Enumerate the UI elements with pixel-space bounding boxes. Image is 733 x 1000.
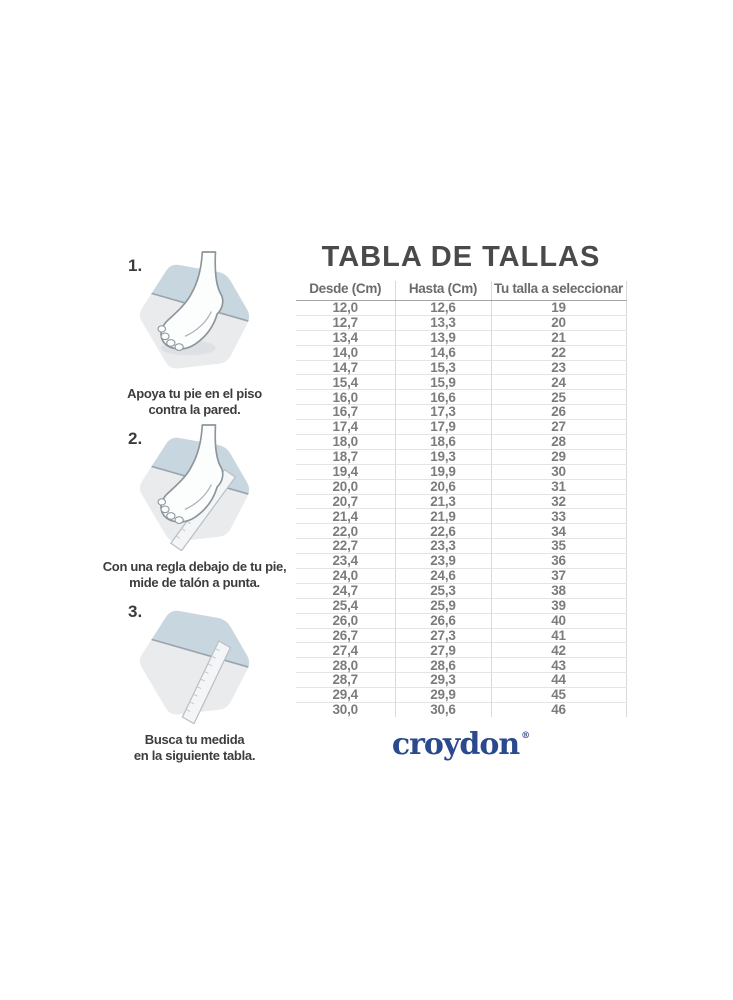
column-header-talla: Tu talla a seleccionar xyxy=(491,281,626,301)
step-2-number: 2. xyxy=(128,429,143,448)
table-cell: 40 xyxy=(491,613,626,628)
table-cell: 28,0 xyxy=(296,658,395,673)
table-row xyxy=(296,360,626,375)
table-row xyxy=(296,464,626,479)
table-row xyxy=(296,330,626,345)
table-cell: 19,4 xyxy=(296,464,395,479)
table-cell: 21 xyxy=(491,330,626,345)
table-row xyxy=(296,658,626,673)
table-row xyxy=(296,569,626,584)
table-row xyxy=(296,390,626,405)
table-cell: 22,0 xyxy=(296,524,395,539)
table-row xyxy=(296,301,626,316)
step-1-caption: Apoya tu pie en el piso contra la pared. xyxy=(127,386,262,417)
table-cell: 22 xyxy=(491,345,626,360)
table-row xyxy=(296,703,626,717)
table-cell: 13,9 xyxy=(395,330,491,345)
table-cell: 13,3 xyxy=(395,315,491,330)
step-3 xyxy=(102,596,287,763)
table-cell: 22,7 xyxy=(296,539,395,554)
table-cell: 15,4 xyxy=(296,375,395,390)
table-cell: 18,6 xyxy=(395,435,491,450)
table-cell: 34 xyxy=(491,524,626,539)
table-cell: 28 xyxy=(491,435,626,450)
table-row xyxy=(296,643,626,658)
table-row xyxy=(296,613,626,628)
table-cell: 23,4 xyxy=(296,554,395,569)
table-cell: 36 xyxy=(491,554,626,569)
table-cell: 37 xyxy=(491,569,626,584)
table-row xyxy=(296,435,626,450)
step-2 xyxy=(102,423,287,590)
table-cell: 27,3 xyxy=(395,628,491,643)
table-row xyxy=(296,688,626,703)
step-1-number: 1. xyxy=(128,256,143,275)
table-cell: 16,0 xyxy=(296,390,395,405)
table-header-row xyxy=(296,281,626,301)
table-cell: 17,9 xyxy=(395,420,491,435)
table-cell: 15,3 xyxy=(395,360,491,375)
table-row xyxy=(296,509,626,524)
table-row xyxy=(296,449,626,464)
table-row xyxy=(296,345,626,360)
table-cell: 28,7 xyxy=(296,673,395,688)
table-cell: 38 xyxy=(491,583,626,598)
table-cell: 42 xyxy=(491,643,626,658)
brand-name: croydon xyxy=(391,727,520,762)
table-row xyxy=(296,420,626,435)
table-cell: 14,6 xyxy=(395,345,491,360)
table-row xyxy=(296,405,626,420)
foot-measuring-with-ruler-illustration xyxy=(132,423,256,551)
step-3-caption: Busca tu medida en la siguiente tabla. xyxy=(133,732,256,763)
table-cell: 29,9 xyxy=(395,688,491,703)
table-cell: 45 xyxy=(491,688,626,703)
table-row xyxy=(296,494,626,509)
table-row xyxy=(296,673,626,688)
table-cell: 26,7 xyxy=(296,628,395,643)
table-cell: 20 xyxy=(491,315,626,330)
table-cell: 17,4 xyxy=(296,420,395,435)
table-cell: 28,6 xyxy=(395,658,491,673)
brand-logo xyxy=(296,727,626,762)
table-cell: 25,3 xyxy=(395,583,491,598)
table-cell: 17,3 xyxy=(395,405,491,420)
table-cell: 20,0 xyxy=(296,479,395,494)
page-title: TABLA DE TALLAS xyxy=(321,241,601,273)
table-cell: 24,7 xyxy=(296,583,395,598)
table-cell: 12,6 xyxy=(395,301,491,316)
table-cell: 12,7 xyxy=(296,315,395,330)
table-cell: 39 xyxy=(491,598,626,613)
table-cell: 44 xyxy=(491,673,626,688)
table-cell: 32 xyxy=(491,494,626,509)
table-row xyxy=(296,375,626,390)
table-cell: 14,0 xyxy=(296,345,395,360)
column-header-desde: Desde (Cm) xyxy=(296,281,395,301)
table-cell: 30,6 xyxy=(395,703,491,717)
table-cell: 41 xyxy=(491,628,626,643)
step-2-caption: Con una regla debajo de tu pie, mide de talón a punta. xyxy=(102,559,287,590)
table-cell: 16,7 xyxy=(296,405,395,420)
table-cell: 29 xyxy=(491,449,626,464)
table-cell: 14,7 xyxy=(296,360,395,375)
table-cell: 22,6 xyxy=(395,524,491,539)
table-cell: 21,3 xyxy=(395,494,491,509)
table-cell: 26,6 xyxy=(395,613,491,628)
table-cell: 18,0 xyxy=(296,435,395,450)
step-1 xyxy=(102,250,287,417)
table-cell: 12,0 xyxy=(296,301,395,316)
table-cell: 19,9 xyxy=(395,464,491,479)
table-row xyxy=(296,554,626,569)
table-cell: 29,3 xyxy=(395,673,491,688)
table-cell: 30 xyxy=(491,464,626,479)
table-cell: 46 xyxy=(491,703,626,717)
table-cell: 23,9 xyxy=(395,554,491,569)
table-cell: 27 xyxy=(491,420,626,435)
step-3-number: 3. xyxy=(128,602,143,621)
table-cell: 24 xyxy=(491,375,626,390)
registered-trademark-icon: ® xyxy=(521,731,531,741)
table-cell: 26 xyxy=(491,405,626,420)
ruler-on-floor-illustration xyxy=(132,596,256,724)
table-cell: 23,3 xyxy=(395,539,491,554)
table-cell: 24,6 xyxy=(395,569,491,584)
table-cell: 29,4 xyxy=(296,688,395,703)
table-cell: 30,0 xyxy=(332,702,358,718)
table-cell: 16,6 xyxy=(395,390,491,405)
table-row xyxy=(296,524,626,539)
table-cell: 33 xyxy=(491,509,626,524)
table-row xyxy=(296,539,626,554)
table-cell: 18,7 xyxy=(296,449,395,464)
table-cell: 25 xyxy=(491,390,626,405)
table-cell: 27,9 xyxy=(395,643,491,658)
table-cell: 23 xyxy=(491,360,626,375)
table-row xyxy=(296,583,626,598)
table-cell: 13,4 xyxy=(296,330,395,345)
table-cell: 19 xyxy=(491,301,626,316)
table-row xyxy=(296,598,626,613)
table-row xyxy=(296,479,626,494)
foot-against-wall-illustration xyxy=(132,250,256,378)
table-cell: 21,9 xyxy=(395,509,491,524)
table-cell: 24,0 xyxy=(296,569,395,584)
table-cell: 31 xyxy=(491,479,626,494)
table-cell: 25,9 xyxy=(395,598,491,613)
size-table xyxy=(296,281,627,717)
table-cell: 35 xyxy=(491,539,626,554)
table-row xyxy=(296,315,626,330)
table-cell: 20,6 xyxy=(395,479,491,494)
table-cell: 21,4 xyxy=(296,509,395,524)
table-cell: 15,9 xyxy=(395,375,491,390)
table-cell: 20,7 xyxy=(296,494,395,509)
table-cell: 19,3 xyxy=(395,449,491,464)
table-row xyxy=(296,628,626,643)
table-cell: 43 xyxy=(491,658,626,673)
table-cell: 26,0 xyxy=(296,613,395,628)
column-header-hasta: Hasta (Cm) xyxy=(395,281,491,301)
table-cell: 25,4 xyxy=(296,598,395,613)
table-cell: 27,4 xyxy=(296,643,395,658)
